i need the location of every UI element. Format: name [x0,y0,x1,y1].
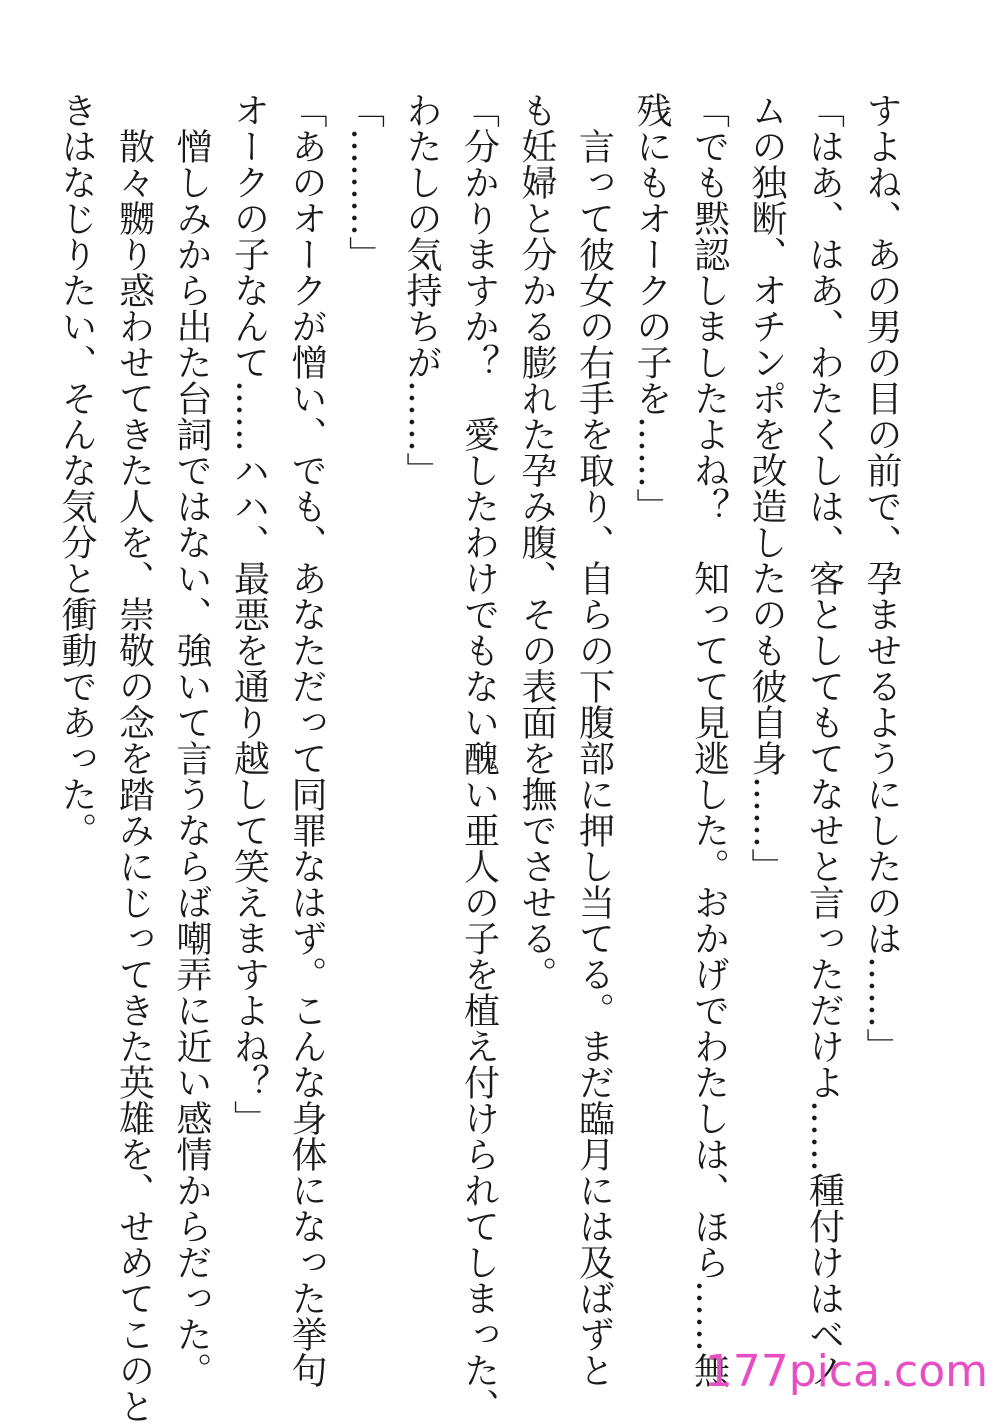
text-line: オークの子なんて……ハハ、最悪を通り越して笑えますよね？」 [228,92,270,1136]
watermark-link[interactable]: 177pica.com [704,1346,988,1397]
text-line: 散々嬲り惑わせてきた人を、崇敬の念を踏みにじってきた英雄を、せめてこのと [113,92,155,1424]
text-line: ムの独断、オチンポを改造したのも彼自身……」 [746,92,787,884]
text-line: 「分かりますか？ 愛したわけでもない醜い亜人の子を植え付けられてしまった、 [458,92,500,1424]
text-line: 「でも黙認しましたよね？ 知ってて見逃した。おかげでわたしは、ほら……無 [688,92,730,1388]
text-line: 残にもオークの子を……」 [631,92,672,524]
text-line: きはなじりたい、そんな気分と衝動であった。 [56,92,97,848]
text-line: 憎しみから出た台詞ではない、強いて言うならば嘲弄に近い感情からだった。 [171,92,212,1388]
text-line: 「あのオークが憎い、でも、あなただって同罪なはず。こんな身体になった挙句 [286,92,327,1388]
text-line: わたしの気持ちが……」 [401,92,442,488]
text-line: 言って彼女の右手を取り、自らの下腹部に押し当てる。まだ臨月には及ばずと [573,92,615,1388]
text-line: すよね、あの男の目の前で、孕ませるようにしたのは……」 [861,92,902,1064]
text-line: 「………」 [343,92,385,272]
text-line: 「はあ、はあ、わたくしは、客としてもてなせと言っただけよ……種付けはベノ [803,92,845,1388]
text-line: も妊婦と分かる膨れた孕み腹、その表面を撫でさせる。 [516,92,557,992]
